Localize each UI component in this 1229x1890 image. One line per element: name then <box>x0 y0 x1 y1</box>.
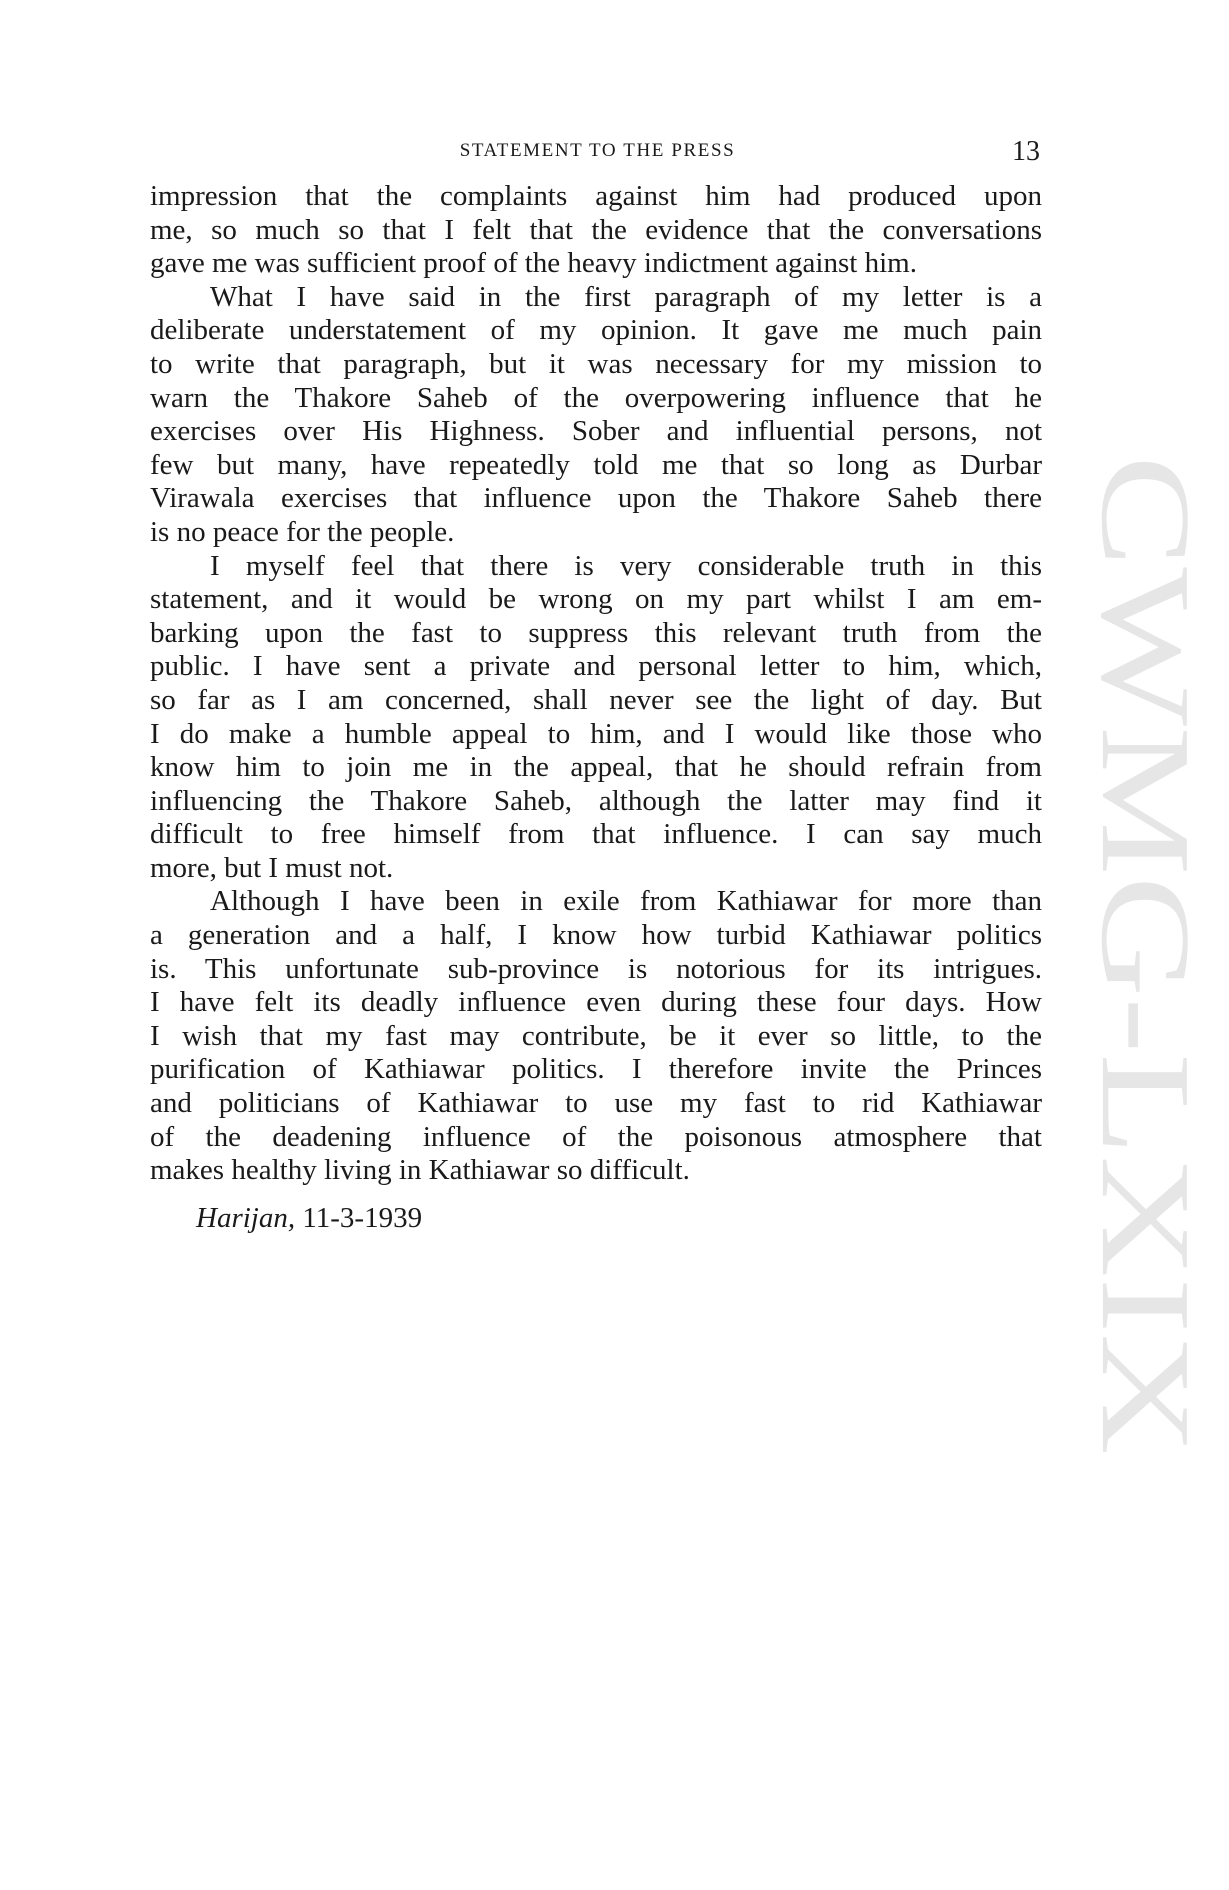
text-line: purification of Kathiawar politics. I therefore invite the Princes <box>150 1053 1042 1086</box>
text-line: warn the Thakore Saheb of the overpowering influence that he <box>150 381 1042 414</box>
citation-source: Harijan, <box>196 1202 296 1234</box>
text-line: barking upon the fast to suppress this relevant truth from the <box>150 616 1042 649</box>
text-line: Although I have been in exile from Kathiawar for more than <box>210 885 1042 918</box>
text-line: I wish that my fast may contribute, be it ever so little, to the <box>150 1019 1042 1052</box>
text-line: public. I have sent a private and personal letter to him, which, <box>150 650 1042 683</box>
text-line: What I have said in the first paragraph of my letter is a <box>210 280 1042 313</box>
paragraph <box>150 550 1042 886</box>
paragraph <box>150 281 1042 550</box>
text-line: influencing the Thakore Saheb, although the latter may find it <box>150 784 1042 817</box>
text-line: know him to join me in the appeal, that he should refrain from <box>150 751 1042 784</box>
text-line: makes healthy living in Kathiawar so difficult. <box>150 1154 690 1187</box>
running-head <box>155 136 1040 172</box>
text-line: is. This unfortunate sub-province is notorious for its intrigues. <box>150 952 1042 985</box>
text-line: I have felt its deadly influence even during these four days. How <box>150 986 1042 1019</box>
paragraph <box>150 885 1042 1187</box>
text-line: Virawala exercises that influence upon the Thakore Saheb there <box>150 482 1042 515</box>
text-line: deliberate understatement of my opinion. It gave me much pain <box>150 314 1042 347</box>
text-line: more, but I must not. <box>150 851 394 884</box>
text-line: I myself feel that there is very considerable truth in this <box>210 549 1042 582</box>
citation <box>196 1202 422 1235</box>
body-text <box>150 180 1042 1188</box>
text-line: so far as I am concerned, shall never see the light of day. But <box>150 683 1042 716</box>
text-line: difficult to free himself from that influence. I can say much <box>150 818 1042 851</box>
text-line: to write that paragraph, but it was necessary for my mission to <box>150 347 1042 380</box>
text-line: statement, and it would be wrong on my part whilst I am em- <box>150 583 1042 616</box>
text-line: exercises over His Highness. Sober and influential persons, not <box>150 415 1042 448</box>
citation-date: 11-3-1939 <box>302 1202 423 1234</box>
running-title: STATEMENT TO THE PRESS <box>459 140 736 161</box>
text-line: I do make a humble appeal to him, and I would like those who <box>150 717 1042 750</box>
paragraph <box>150 180 1042 281</box>
text-line: and politicians of Kathiawar to use my fast to rid Kathiawar <box>150 1087 1042 1120</box>
page-number: 13 <box>1012 136 1040 167</box>
text-line: gave me was sufficient proof of the heavy indictment against him. <box>150 247 917 280</box>
text-line: me, so much so that I felt that the evidence that the conversations <box>150 213 1042 246</box>
text-line: impression that the complaints against him had produced upon <box>150 180 1042 212</box>
text-line: is no peace for the people. <box>150 515 455 548</box>
text-line: few but many, have repeatedly told me that so long as Durbar <box>150 448 1042 481</box>
watermark-text: CWMG-LXIX <box>1075 455 1217 1216</box>
text-line: a generation and a half, I know how turbid Kathiawar politics <box>150 919 1042 952</box>
text-line: of the deadening influence of the poisonous atmosphere that <box>150 1120 1042 1153</box>
